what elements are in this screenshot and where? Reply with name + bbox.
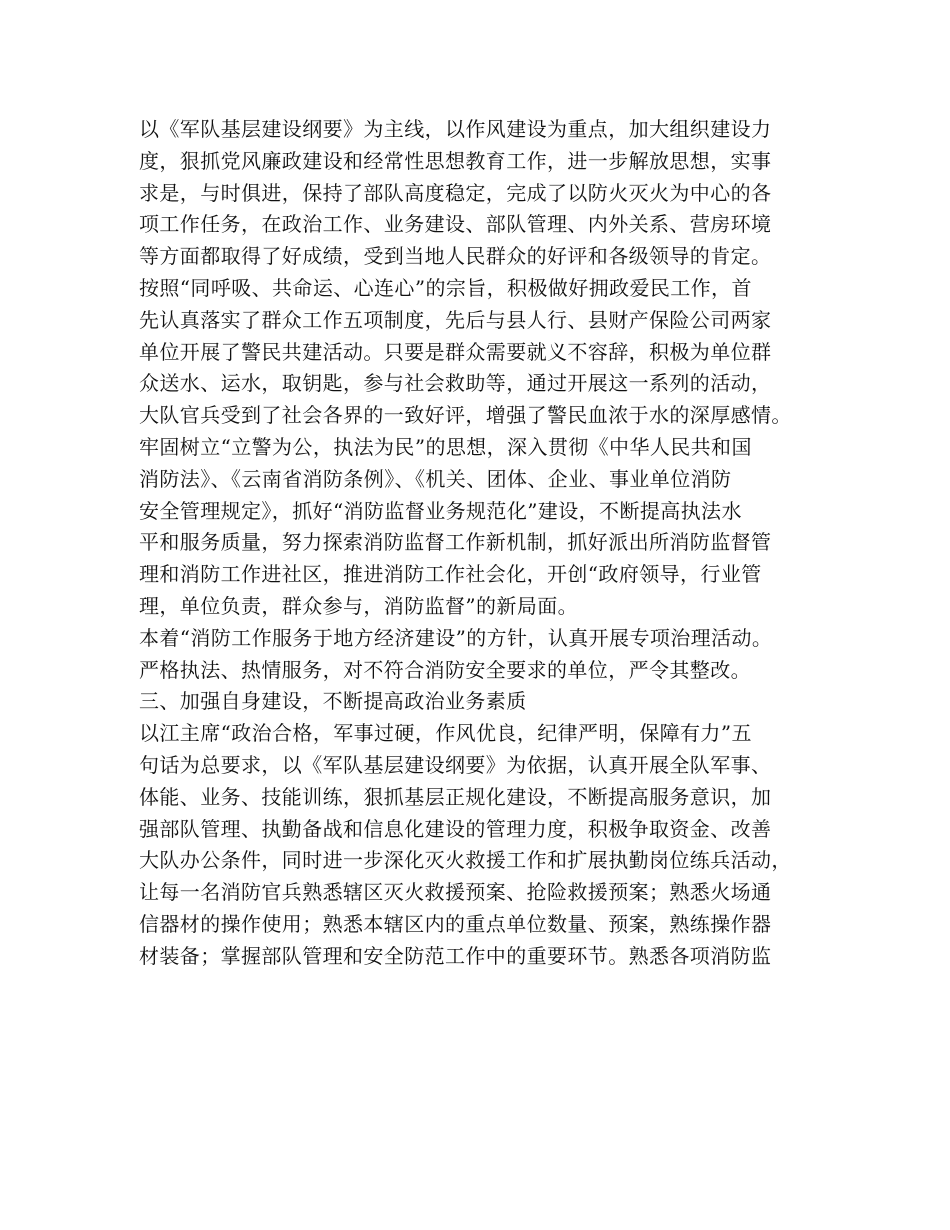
text-line: 以《军队基层建设纲要》为主线，以作风建设为重点，加大组织建设力 [139,117,772,141]
text-line: 大队官兵受到了社会各界的一致好评，增强了警民血浓于水的深厚感情。 [139,403,792,428]
text-line: 消防法》、《云南省消防条例》、《机关、团体、企业、事业单位消防 [139,466,732,491]
text-line: 以江主席“政治合格，军事过硬，作风优良，纪律严明，保障有力”五 [139,721,752,746]
section-heading: 三、加强自身建设，不断提高政治业务素质 [139,689,527,714]
text-line: 理和消防工作进社区，推进消防工作社会化，开创“政府领导，行业管 [139,562,762,587]
text-line: 牢固树立“立警为公，执法为民”的思想，深入贯彻《中华人民共和国 [139,434,752,459]
text-line: 理，单位负责，群众参与，消防监督”的新局面。 [139,593,579,618]
text-line: 大队办公条件，同时进一步深化灭火救援工作和扩展执勤岗位练兵活动， [139,848,792,873]
text-line: 句话为总要求，以《军队基层建设纲要》为依据，认真开展全队军事、 [139,752,772,777]
text-line: 强部队管理、执勤备战和信息化建设的管理力度，积极争取资金、改善 [139,816,772,841]
text-line: 先认真落实了群众工作五项制度，先后与县人行、县财产保险公司两家 [139,307,772,332]
text-line: 安全管理规定》，抓好“消防监督业务规范化”建设，不断提高执法水 [139,498,742,523]
text-line: 平和服务质量，努力探索消防监督工作新机制，抓好派出所消防监督管 [139,530,772,555]
text-line: 材装备；掌握部队管理和安全防范工作中的重要环节。熟悉各项消防监 [139,943,772,968]
text-line: 严格执法、热情服务，对不符合消防安全要求的单位，严令其整改。 [139,657,751,682]
text-line: 度，狠抓党风廉政建设和经常性思想教育工作，进一步解放思想，实事 [139,148,772,173]
text-line: 等方面都取得了好成绩，受到当地人民群众的好评和各级领导的肯定。 [139,244,772,269]
text-line: 信器材的操作使用；熟悉本辖区内的重点单位数量、预案，熟练操作器 [139,911,772,936]
text-line: 让每一名消防官兵熟悉辖区灭火救援预案、抢险救援预案；熟悉火场通 [139,880,772,905]
text-line: 单位开展了警民共建活动。只要是群众需要就义不容辞，积极为单位群 [139,339,772,364]
text-line: 按照“同呼吸、共命运、心连心”的宗旨，积极做好拥政爱民工作，首 [139,275,752,300]
text-line: 求是，与时俱进，保持了部队高度稳定，完成了以防火灭火为中心的各 [139,180,772,205]
body-text [139,114,829,973]
text-line: 众送水、运水，取钥匙，参与社会救助等，通过开展这一系列的活动， [139,371,772,396]
text-line: 项工作任务，在政治工作、业务建设、部队管理、内外关系、营房环境 [139,212,772,237]
text-line: 体能、业务、技能训练，狠抓基层正规化建设，不断提高服务意识，加 [139,784,772,809]
text-line: 本着“消防工作服务于地方经济建设”的方针，认真开展专项治理活动。 [139,625,773,650]
